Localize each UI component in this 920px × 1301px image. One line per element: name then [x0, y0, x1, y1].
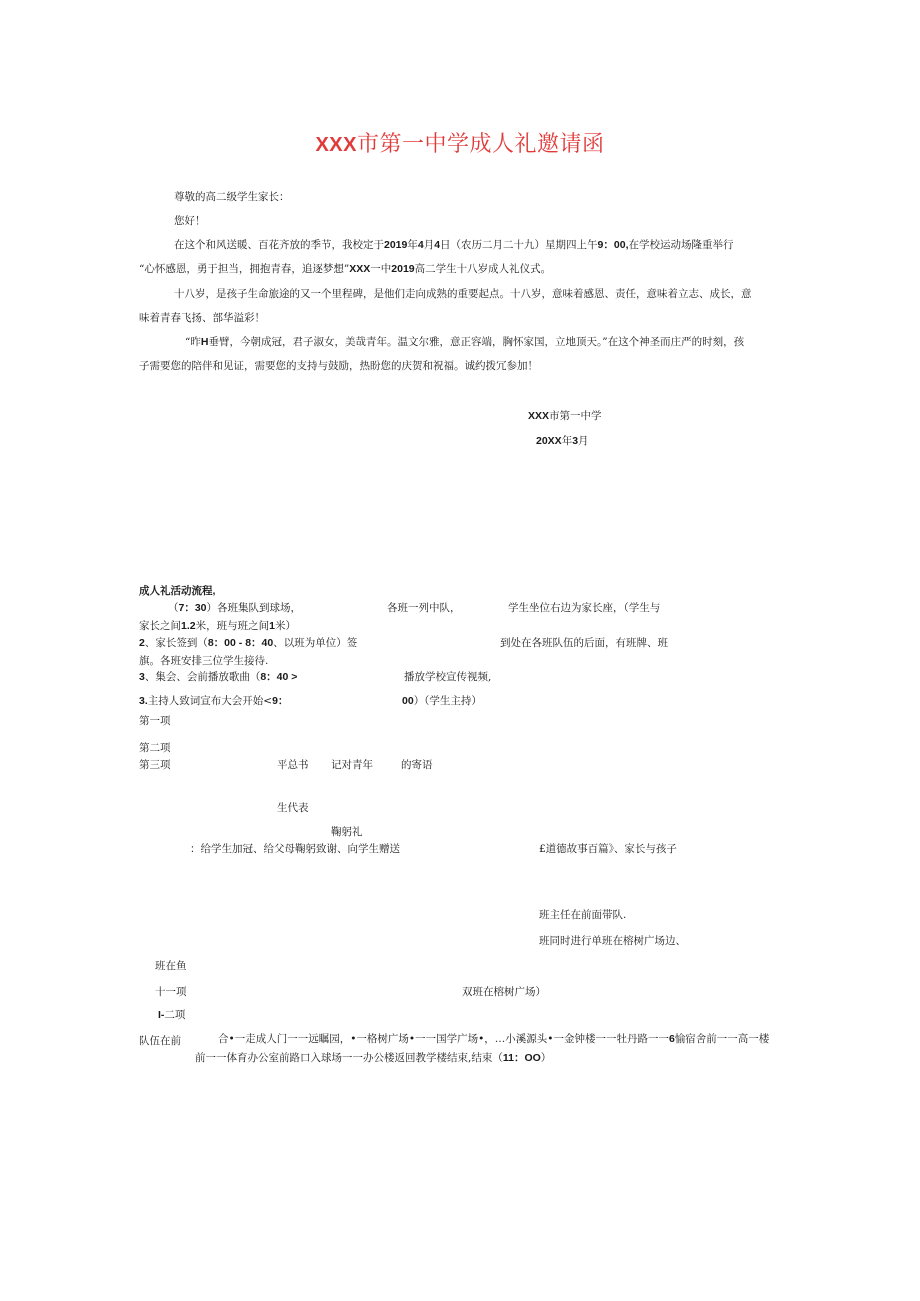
paragraph-2-line-1: 十八岁，是孩子生命旅途的又一个里程碑，是他们走向成熟的重要起点。十八岁，意味着感恩、责任，意味着立志、成长，意: [174, 288, 752, 300]
greeting: 您好！: [174, 215, 206, 227]
paragraph-3-line-1: “昨H垂臂，今朝成冠，君子淑女，美哉青年。温文尔雅，意正容端，胸怀家国，立地顶天。”在这个神圣而庄严的时刻，孩: [185, 336, 745, 348]
book-gift-frag: £道德故事百篇》、家长与孩子: [539, 843, 677, 855]
item-11-label: 十一项: [155, 986, 187, 998]
double-class-frag: 双班在榕树广场）: [462, 986, 546, 998]
title-prefix: XXX: [315, 134, 357, 156]
salutation: 尊敬的高二级学生家长：: [174, 191, 290, 203]
route-line-2: 前一一体育办公室前路口入球场一一办公楼返回教学楼结束,结束（11：OO）: [195, 1052, 552, 1064]
item-2-label: 第二项: [139, 742, 171, 754]
paragraph-1-line-1: 在这个和风送暖、百花齐放的季节，我校定于2019年4月4日（农历二月二十九）星期四上午9：00,在学校运动场隆重举行: [174, 239, 734, 251]
item-3-frag-a: 平总书: [277, 759, 309, 771]
queue-frag: 队伍在前: [139, 1035, 181, 1047]
title-main: 市第一中学成人礼邀请函: [357, 132, 605, 157]
item-3-frag-b: 记对青年: [331, 759, 373, 771]
step-3-line: 3、集会、会前播放歌曲（8：40 >: [139, 671, 298, 683]
step-4-frag-b: 00）（学生主持）: [402, 695, 482, 707]
item-3-frag-c: 的寄语: [401, 759, 433, 771]
teacher-lead-frag: 班主任在前面带队.: [539, 909, 627, 921]
class-position-frag: 班同时进行单班在榕树广场边、: [539, 935, 686, 947]
step-2-line-2: 旗。各班安排三位学生接待.: [139, 655, 269, 667]
step-4-line: 3.主持人致词宣布大会开始<9：: [139, 695, 289, 707]
flow-heading: 成人礼活动流程,: [139, 585, 216, 597]
bow-ceremony-frag: 鞠躬礼: [331, 826, 363, 838]
item-1-label: 第一项: [139, 715, 171, 727]
step-1-line-1: （7：30）各班集队到球场，: [168, 602, 302, 614]
student-rep-frag: 生代表: [277, 802, 309, 814]
paragraph-1-line-2: “心怀感恩，勇于担当，拥抱青春，追逐梦想”XXX一中2019高二学生十八岁成人礼仪式。: [139, 263, 552, 275]
step-1-line-2: 家长之间1.2米，班与班之间1米）: [139, 620, 296, 632]
item-12-label: I-二项: [158, 1009, 186, 1021]
letter-date: 20XX年3月: [536, 435, 589, 447]
step-1-frag-c: 学生坐位右边为家长座，（学生与: [508, 602, 661, 614]
paragraph-3-line-2: 子需要您的陪伴和见证，需要您的支持与鼓励，热盼您的庆贺和祝福。诚约拨冗参加！: [139, 360, 538, 372]
route-line-1: 合•一走成人门一一远瞩园，•一格树广场•一一国学广场•，…小溪源头•一金钟楼一一牡丹路一一6愉宿舍前一一高一楼: [218, 1033, 770, 1045]
item-3-label: 第三项: [139, 759, 171, 771]
step-2-line-1: 2、家长签到（8：00 - 8：40、以班为单位）签: [139, 637, 358, 649]
page-title: [0, 127, 920, 158]
fish-frag: 班在鱼: [155, 960, 187, 972]
step-2-frag-b: 到处在各班队伍的后面，有班牌、班: [500, 637, 668, 649]
crowning-frag: ：给学生加冠、给父母鞠躬致谢、向学生赠送: [190, 843, 400, 855]
step-1-frag-b: 各班一列中队，: [387, 602, 461, 614]
step-3-frag-b: 播放学校宣传视频,: [404, 671, 492, 683]
signature: XXX市第一中学: [528, 410, 602, 422]
paragraph-2-line-2: 味着青春飞扬、部华溢彩！: [139, 312, 265, 324]
